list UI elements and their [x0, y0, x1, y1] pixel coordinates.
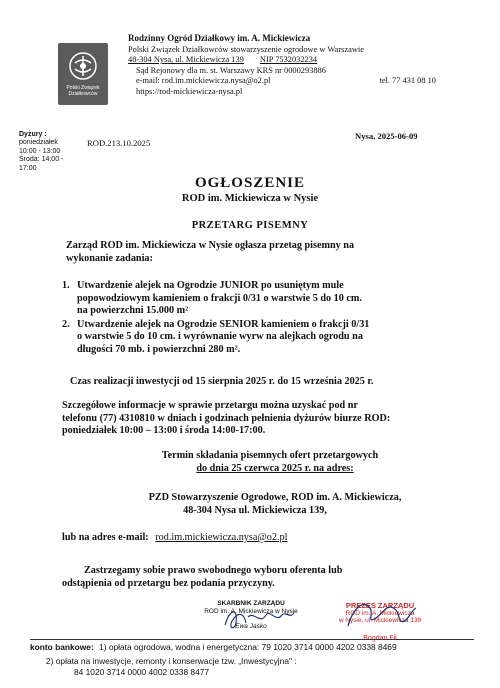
stamp-title: PREZES ZARZĄDU	[345, 601, 415, 610]
org-address: 48-304 Nysa, ul. Mickiewicza 139	[128, 55, 244, 65]
footer-divider	[30, 639, 474, 640]
org-website[interactable]: https://rod-mickiewicza-nysa.pl	[136, 86, 243, 96]
org-court: Sąd Rejonowy dla m. st. Warszawy KRS nr 0000293886	[136, 65, 326, 75]
logo-emblem-icon	[68, 51, 98, 81]
address-line: PZD Stowarzyszenie Ogrodowe, ROD im. A. Mickiewicza,	[148, 492, 402, 503]
reservation-paragraph	[62, 565, 442, 590]
stamp-name: Ewa Jaśko	[235, 623, 267, 631]
info-line: telefonu (77) 4310810 w dniach i godzinach pełnienia dyżurów biurze ROD:	[62, 412, 391, 424]
info-line: Szczegółowe informacje w sprawie przetargu można uzyskać pod nr	[62, 400, 358, 411]
intro-line: wykonanie zadania:	[66, 252, 153, 264]
duty-label: Dyżury :	[19, 131, 47, 138]
org-name: Rodzinny Ogród Działkowy im. A. Mickiewicza	[128, 33, 311, 43]
task-line: długości 70 mb. i powierzchni 280 m².	[77, 343, 241, 355]
task-list	[62, 280, 472, 357]
duty-line: 10:00 - 13:00	[19, 147, 61, 155]
footer-account-number: 84 1020 3714 0000 4002 0338 8477	[74, 667, 210, 677]
stamp-org: ROD im. A. Mickiewicza	[345, 609, 415, 617]
task-line: Utwardzenie alejek na Ogrodzie SENIOR kamieniem o frakcji 0/31	[77, 318, 370, 330]
task-number: 2.	[62, 318, 70, 330]
pzd-logo	[58, 43, 108, 105]
realization-time: Czas realizacji inwestycji od 15 sierpnia 2025 r. do 15 września 2025 r.	[70, 376, 374, 387]
task-number: 1.	[62, 280, 70, 291]
duty-line: poniedziałek	[19, 139, 58, 147]
logo-text: Polski Związek Działkowców	[66, 85, 100, 97]
tender-heading: PRZETARG PISEMNY	[191, 220, 309, 231]
task-item	[62, 319, 472, 357]
announcement-title: OGŁOSZENIE	[194, 175, 306, 191]
stamp-name: Bogdan Fil	[363, 634, 397, 642]
stamp-address: w Nysie, ul. Mickiewicza 139	[338, 617, 422, 625]
task-line: na powierzchni 15.000 m²	[77, 305, 189, 317]
document-ref: ROD.213.10.2025	[87, 138, 151, 148]
stamp-org: ROD im. A. Mickiewicza w Nysie	[204, 607, 298, 615]
treasurer-signature	[220, 603, 300, 633]
task-item	[62, 280, 472, 318]
deadline-date: do dnia 25 czerwca 2025 r. na adres:	[196, 462, 354, 474]
task-line: popowodziowym kamieniem o frakcji 0/31 o warstwie 5 do 10 cm.	[77, 292, 362, 304]
task-line: Utwardzenie alejek na Ogrodzie JUNIOR po usuniętym mule	[77, 280, 344, 291]
announcement-subtitle: ROD im. Mickiewicza w Nysie	[181, 193, 319, 204]
deadline-block	[0, 450, 500, 475]
org-union: Polski Związek Działkowców stowarzyszenie ogrodowe w Warszawie	[128, 44, 364, 54]
address-line: 48-304 Nysa ul. Mickiewicza 139,	[183, 504, 327, 516]
duty-hours	[19, 131, 79, 173]
footer	[30, 642, 490, 678]
footer-row	[30, 642, 490, 653]
footer-account: 2) opłata na inwestycje, remonty i konserwacje tzw. „Inwestycyjna" :	[46, 656, 297, 666]
footer-label: konto bankowe:	[30, 642, 94, 652]
intro-paragraph	[66, 240, 466, 265]
info-paragraph	[62, 400, 482, 438]
email-prefix: lub na adres e-mail:	[62, 532, 149, 543]
submission-address	[0, 492, 500, 517]
reservation-line: odstąpienia od przetargu bez podania przyczyny.	[62, 577, 275, 589]
org-email: e-mail: rod.im.mickiewicza.nysa@o2.pl	[136, 76, 271, 86]
org-nip: NIP 7532032234	[259, 55, 318, 65]
email-row	[62, 532, 287, 545]
org-phone: tel. 77 431 08 10	[379, 76, 436, 86]
reservation-line: Zastrzegamy sobie prawo swobodnego wyboru oferenta lub	[84, 565, 343, 576]
org-contact-row	[128, 76, 436, 87]
task-line: o warstwie 5 do 10 cm. i wyrównanie wyrw na alejkach ogrodu na	[77, 331, 363, 343]
president-signature	[340, 596, 420, 636]
letterhead	[128, 33, 468, 98]
duty-line: Środa: 14:00 -	[19, 156, 64, 164]
footer-account: 1) opłata ogrodowa, wodna i energetyczna: 79 1020 3714 0000 4202 0338 8469	[99, 642, 397, 652]
stamp-title: SKARBNIK ZARZĄDU	[217, 600, 285, 607]
info-line: poniedziałek 10:00 – 13:00 i środa 14:00-17:00.	[62, 425, 266, 437]
deadline-line: Termin składania pisemnych ofert przetargowych	[161, 450, 379, 461]
duty-line: 17:00	[19, 164, 37, 172]
email-link[interactable]: rod.im.mickiewicza.nysa@o2.pl	[155, 532, 288, 543]
place-date: Nysa, 2025-06-09	[355, 131, 418, 141]
org-address-row	[128, 55, 468, 66]
intro-line: Zarząd ROD im. Mickiewicza w Nysie ogłasza przetag pisemny na	[66, 240, 355, 251]
